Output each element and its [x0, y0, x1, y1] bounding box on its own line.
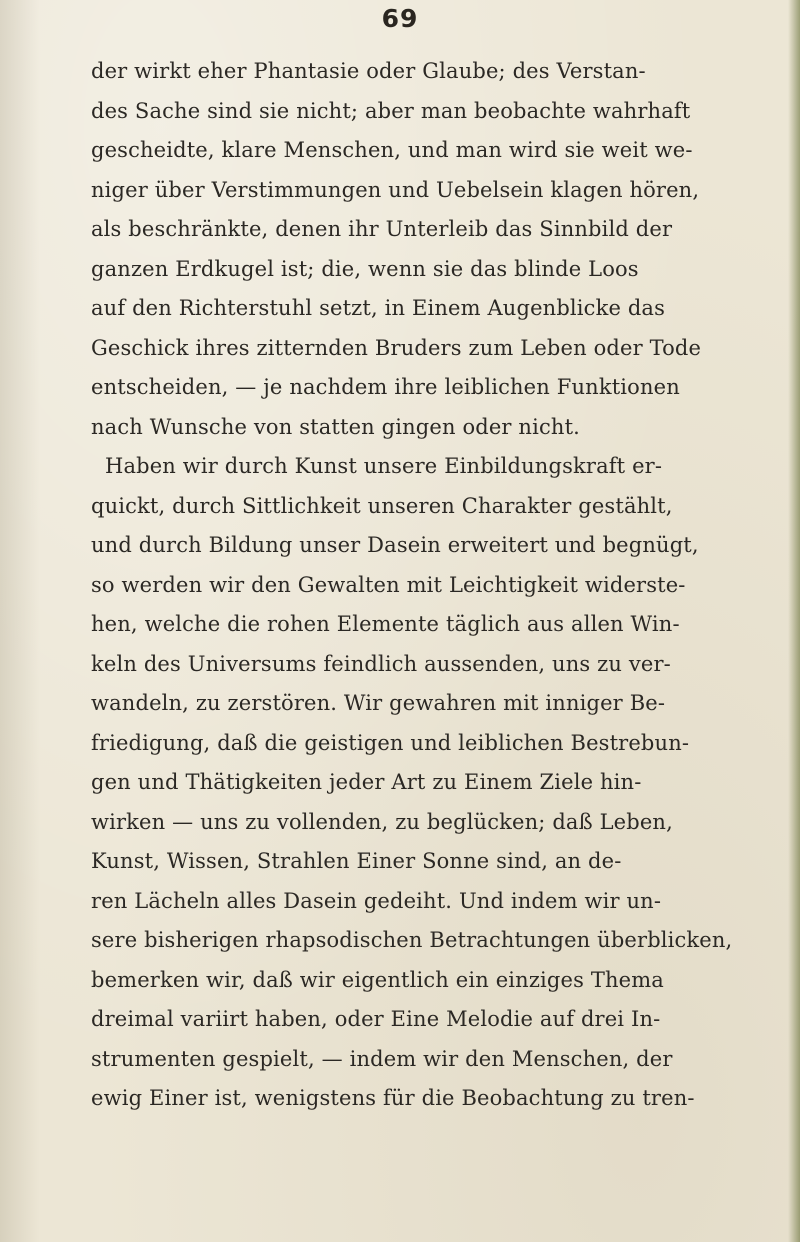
text-line: des Sache sind sie nicht; aber man beobachte wahrhaft: [91, 98, 691, 123]
body-text: [91, 52, 791, 1119]
text-line: hen, welche die rohen Elemente täglich aus allen Win-: [91, 612, 680, 636]
text-line: Geschick ihres zitternden Bruders zum Leben oder Tode: [91, 335, 702, 360]
text-line: dreimal variirt haben, oder Eine Melodie auf drei In-: [91, 1007, 661, 1031]
text-line: bemerken wir, daß wir eigentlich ein einziges Thema: [91, 967, 664, 992]
text-line: Kunst, Wissen, Strahlen Einer Sonne sind, an de-: [91, 849, 622, 873]
text-line: wirken — uns zu vollenden, zu beglücken; daß Leben,: [91, 809, 673, 834]
text-line: auf den Richterstuhl setzt, in Einem Augenblicke das: [91, 296, 666, 320]
text-line: ren Lächeln alles Dasein gedeiht. Und indem wir un-: [91, 888, 662, 913]
paragraph-start-line: Haben wir durch Kunst unsere Einbildungskraft er-: [105, 454, 663, 478]
text-line: niger über Verstimmungen und Uebelsein klagen hören,: [91, 177, 700, 202]
text-line: und durch Bildung unser Dasein erweitert und begnügt,: [91, 533, 699, 557]
text-line: keln des Universums feindlich aussenden, uns zu ver-: [91, 651, 671, 676]
text-line: sere bisherigen rhapsodischen Betrachtungen überblicken,: [91, 928, 733, 952]
text-line: ganzen Erdkugel ist; die, wenn sie das blinde Loos: [91, 256, 639, 281]
text-line: entscheiden, — je nachdem ihre leiblichen Funktionen: [91, 375, 680, 399]
text-line: der wirkt eher Phantasie oder Glaube; des Verstan-: [91, 59, 646, 83]
text-line: gen und Thätigkeiten jeder Art zu Einem Ziele hin-: [91, 770, 642, 794]
text-line: so werden wir den Gewalten mit Leichtigkeit widerste-: [91, 572, 686, 597]
text-line: friedigung, daß die geistigen und leiblichen Bestrebun-: [91, 730, 690, 755]
text-line: strumenten gespielt, — indem wir den Menschen, der: [91, 1046, 673, 1071]
page-gutter-shadow: [0, 0, 40, 1242]
page-number: 69: [381, 4, 419, 33]
text-line: ewig Einer ist, wenigstens für die Beobachtung zu tren-: [91, 1086, 695, 1110]
text-line: quickt, durch Sittlichkeit unseren Charakter gestählt,: [91, 493, 673, 518]
text-line: gescheidte, klare Menschen, und man wird sie weit we-: [91, 138, 693, 162]
text-line: wandeln, zu zerstören. Wir gewahren mit inniger Be-: [91, 691, 666, 715]
text-line: nach Wunsche von statten gingen oder nicht.: [91, 414, 580, 439]
text-line: als beschränkte, denen ihr Unterleib das Sinnbild der: [91, 217, 673, 241]
